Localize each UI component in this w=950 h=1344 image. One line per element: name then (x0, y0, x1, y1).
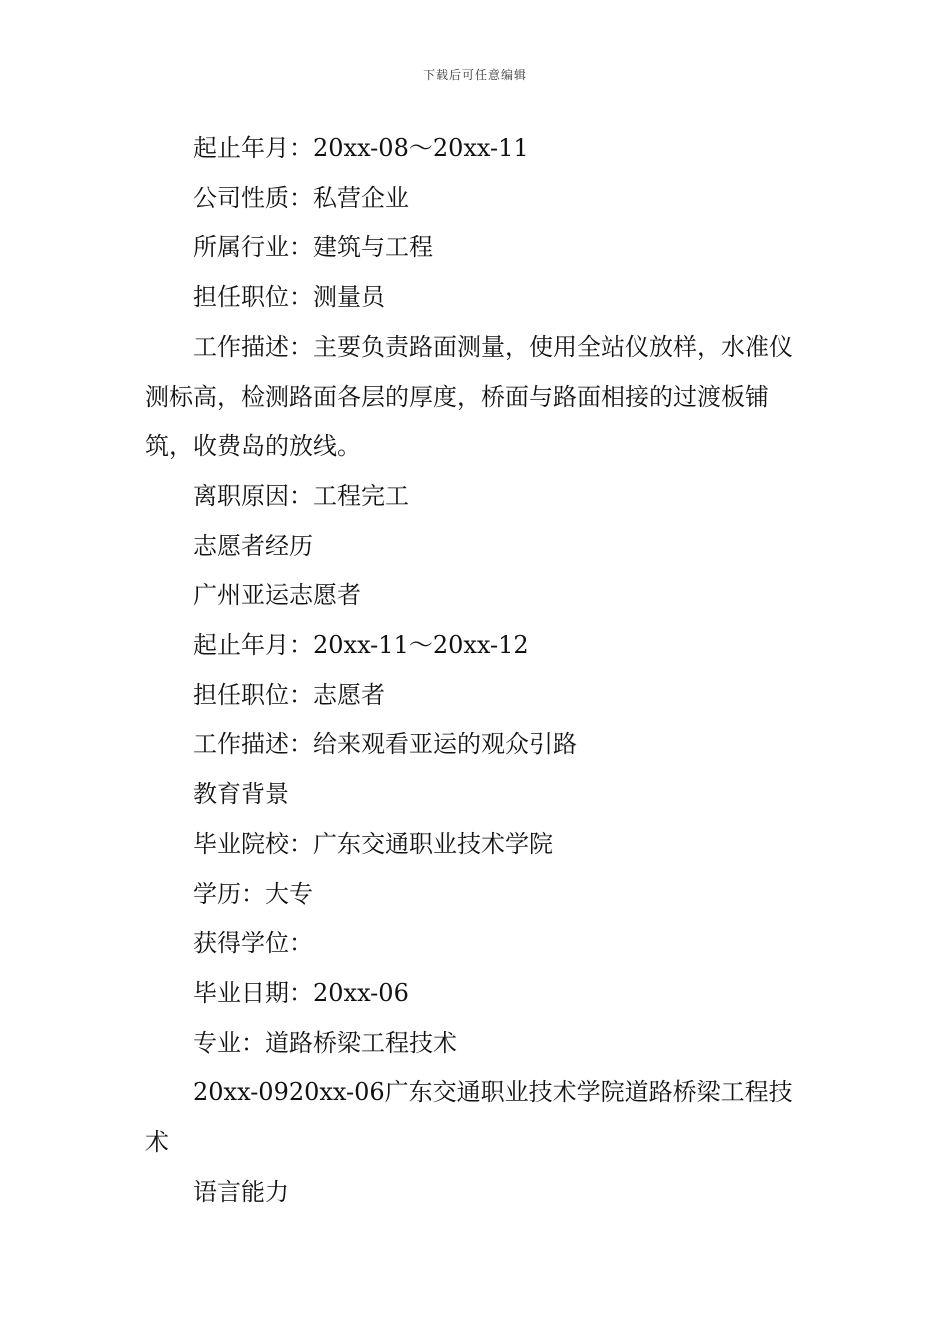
line-position-2: 担任职位：志愿者 (193, 680, 385, 709)
line-graduation-date: 毕业日期：20xx-06 (193, 978, 409, 1007)
line-position-1: 担任职位：测量员 (193, 283, 385, 312)
line-period-2: 起止年月：20xx-11～20xx-12 (193, 631, 529, 660)
line-school: 毕业院校：广东交通职业技术学院 (193, 829, 553, 858)
line-degree: 获得学位： (193, 929, 313, 958)
line-volunteer-title: 广州亚运志愿者 (193, 581, 361, 610)
document-body (145, 124, 810, 1217)
line-degree-level: 学历：大专 (193, 879, 313, 908)
header-note: 下载后可任意编辑 (422, 68, 527, 82)
line-company-type: 公司性质：私营企业 (193, 183, 409, 212)
section-education-heading: 教育背景 (193, 780, 289, 809)
line-major: 专业：道路桥梁工程技术 (193, 1028, 457, 1057)
line-education-summary: 20xx-0920xx-06广东交通职业技术学院道路桥梁工程技术 (145, 1078, 793, 1157)
line-job-description-2: 工作描述：给来观看亚运的观众引路 (193, 730, 577, 759)
line-period-1: 起止年月：20xx-08～20xx-11 (193, 134, 529, 162)
section-language-heading: 语言能力 (193, 1177, 289, 1206)
line-industry: 所属行业：建筑与工程 (193, 233, 433, 262)
line-leave-reason: 离职原因：工程完工 (193, 481, 409, 510)
section-volunteer-heading: 志愿者经历 (193, 531, 313, 560)
line-job-description-1: 工作描述：主要负责路面测量，使用全站仪放样，水准仪测标高，检测路面各层的厚度，桥面与路面相接的过渡板铺筑，收费岛的放线。 (145, 332, 793, 461)
